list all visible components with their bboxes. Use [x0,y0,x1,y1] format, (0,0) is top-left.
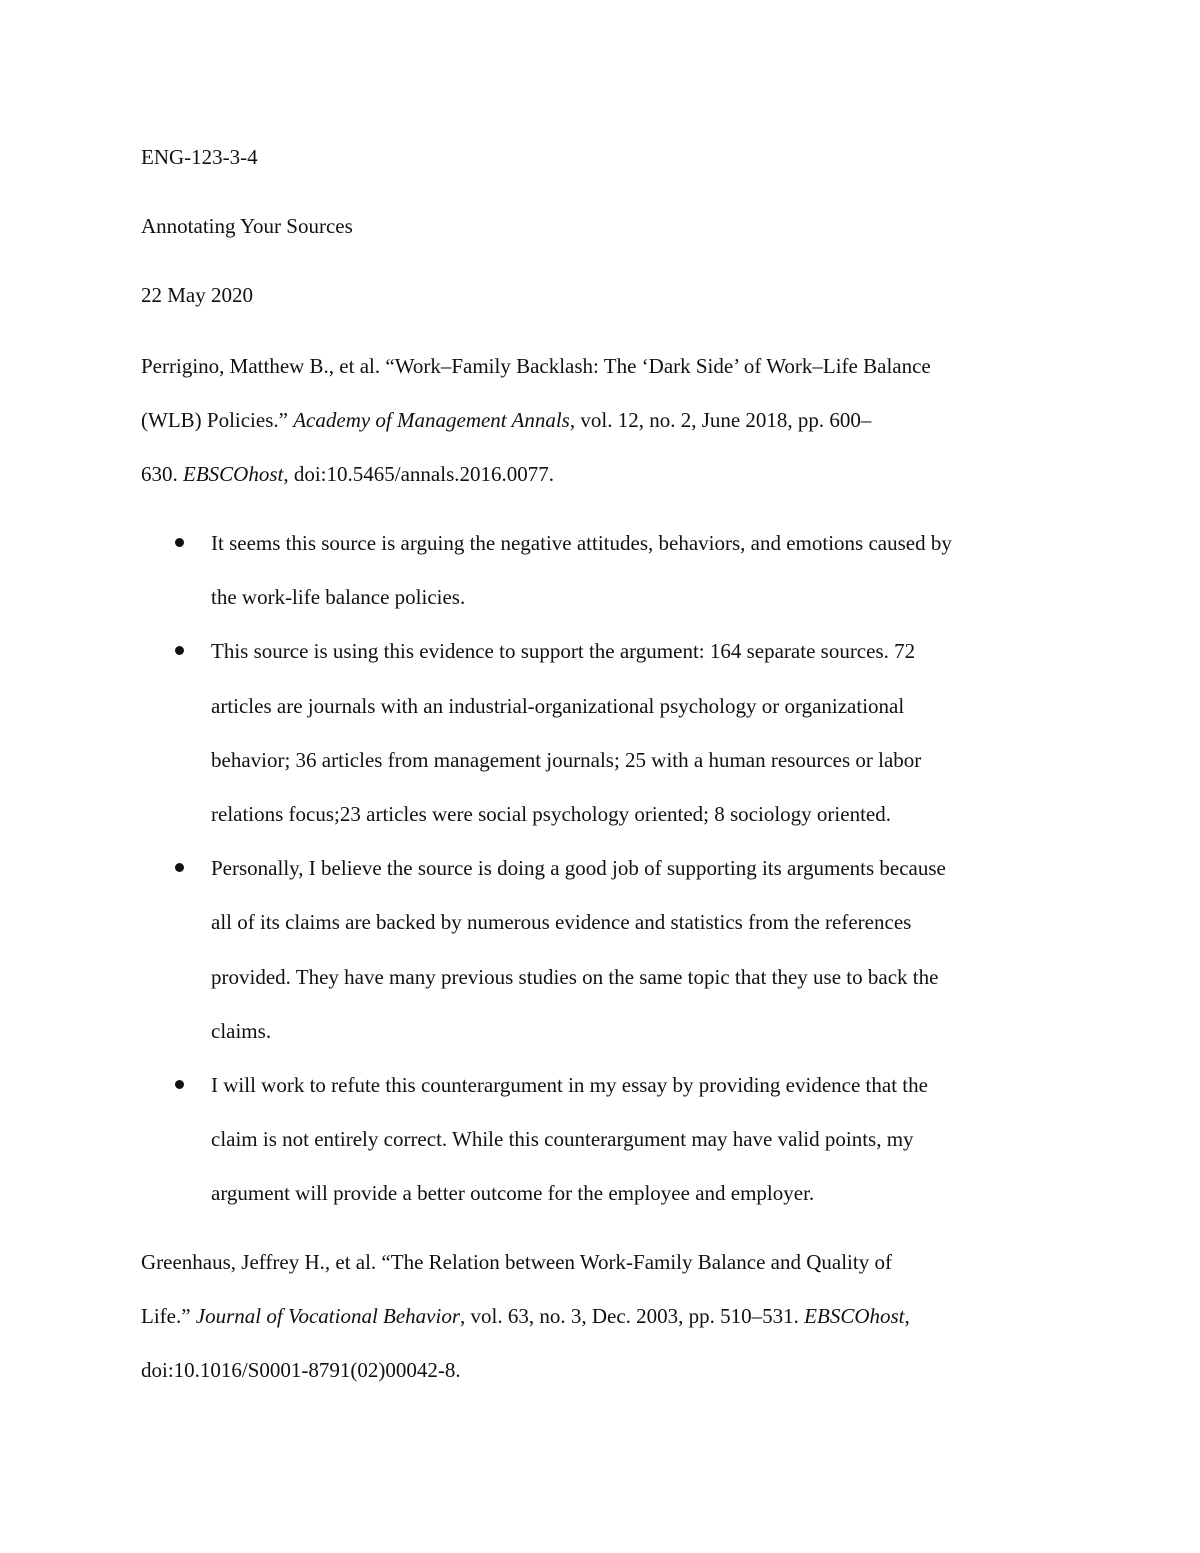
annotation-line: This source is using this evidence to support the argument: 164 separate sources. 72 [211,639,916,664]
annotation-item [141,1058,1061,1221]
citation-line: Perrigino, Matthew B., et al. “Work–Family Backlash: The ‘Dark Side’ of Work–Life Balance [141,354,931,378]
annotation-line: the work-life balance policies. [211,585,466,610]
annotation-line: I will work to refute this counterargument in my essay by providing evidence that the [211,1073,928,1098]
citation-line: doi:10.1016/S0001-8791(02)00042-8. [141,1358,461,1382]
annotation-line: claims. [211,1018,272,1043]
citation-text: , [904,1304,910,1328]
citation-line [141,393,1061,447]
bullet-icon [175,646,184,655]
annotation-item [141,624,1061,841]
journal-title: Journal of Vocational Behavior [195,1304,461,1328]
annotation-item [141,841,1061,1058]
citation-text: , doi:10.5465/annals.2016.0077. [283,462,554,486]
document-date: 22 May 2020 [141,283,253,307]
bullet-icon [175,1080,184,1089]
citation-line [141,447,1061,501]
bullet-icon [175,863,184,872]
database-name: EBSCOhost [183,462,284,486]
annotation-item [141,516,1061,624]
database-name: EBSCOhost [804,1304,905,1328]
annotation-line: behavior; 36 articles from management journals; 25 with a human resources or labor [211,747,922,772]
citation-text: Life.” [141,1304,196,1328]
citation-text: (WLB) Policies.” [141,408,294,432]
annotation-line: argument will provide a better outcome for the employee and employer. [211,1181,815,1206]
citation-line [141,1289,1061,1343]
citation-text: , vol. 12, no. 2, June 2018, pp. 600– [569,408,872,432]
citation-line: Greenhaus, Jeffrey H., et al. “The Relation between Work-Family Balance and Quality of [141,1250,892,1274]
course-code: ENG-123-3-4 [141,145,258,169]
annotation-line: claim is not entirely correct. While this counterargument may have valid points, my [211,1127,914,1152]
annotation-line: It seems this source is arguing the negative attitudes, behaviors, and emotions caused by [211,531,952,555]
citation-text: 630. [141,462,183,486]
annotation-list [141,516,1061,1221]
bullet-icon [175,538,184,547]
annotation-line: relations focus;23 articles were social psychology oriented; 8 sociology oriented. [211,802,891,827]
annotation-line: all of its claims are backed by numerous evidence and statistics from the references [211,910,912,935]
citation-perrigino [141,339,1061,501]
citation-text: , vol. 63, no. 3, Dec. 2003, pp. 510–531. [460,1304,805,1328]
annotation-line: articles are journals with an industrial-organizational psychology or organizational [211,693,905,718]
assignment-title: Annotating Your Sources [141,214,353,238]
annotation-line: provided. They have many previous studies on the same topic that they use to back the [211,964,939,989]
journal-title: Academy of Management Annals [293,408,570,432]
citation-greenhaus [141,1235,1061,1397]
annotation-line: Personally, I believe the source is doing a good job of supporting its arguments because [211,856,946,881]
